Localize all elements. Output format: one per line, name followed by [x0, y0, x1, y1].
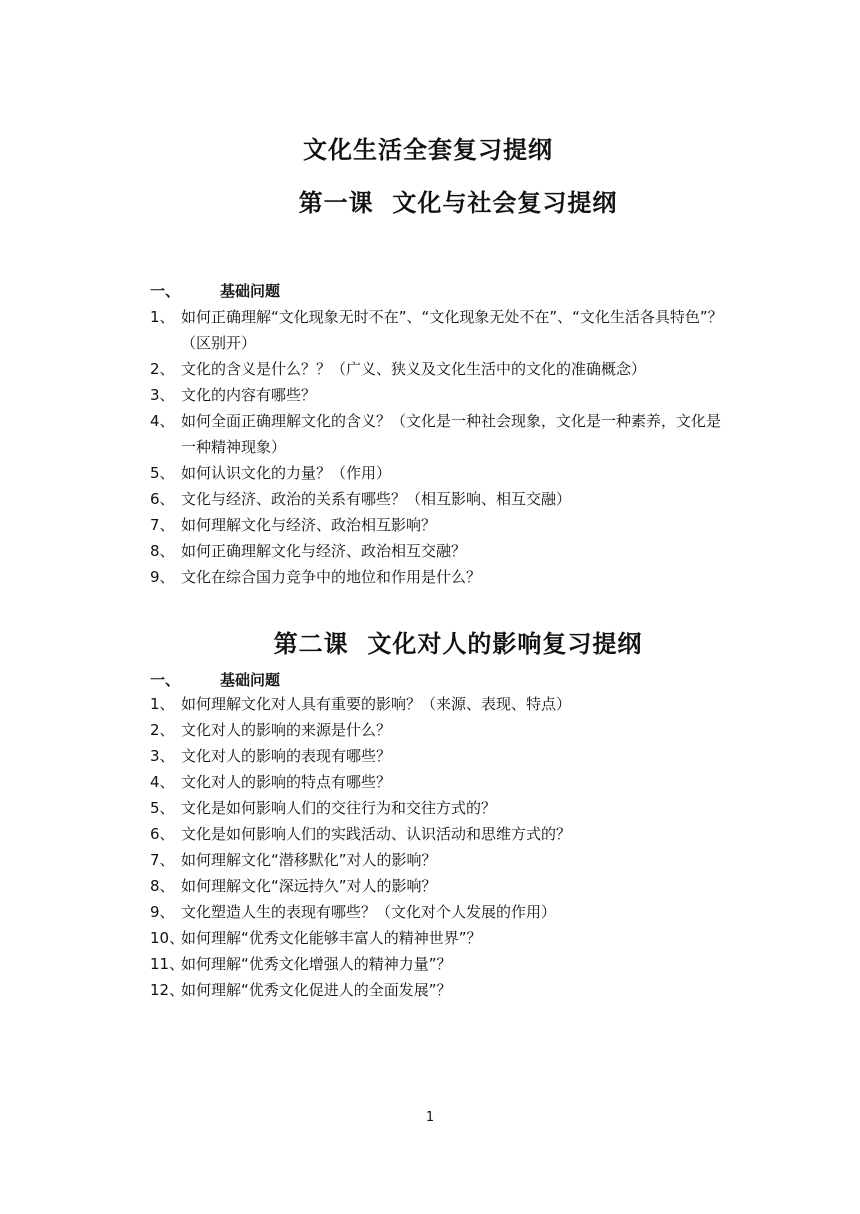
list-item: [150, 925, 730, 951]
list-item: [150, 769, 730, 795]
question-number: 1、: [150, 308, 175, 326]
section-number: 一、: [150, 282, 181, 300]
list-item: [150, 977, 730, 1003]
list-item: [150, 743, 730, 769]
list-item: [150, 356, 730, 382]
question-number: 12、: [150, 981, 185, 999]
question-text: 文化是如何影响人们的实践活动、认识活动和思维方式的？: [181, 825, 572, 843]
question-text: 文化的含义是什么？？（广义、狭义及文化生活中的文化的准确概念）: [181, 360, 647, 378]
list-item: [150, 460, 730, 486]
list-item: [150, 691, 730, 717]
question-number: 9、: [150, 568, 175, 586]
question-text: 文化是如何影响人们的交往行为和交往方式的？: [181, 799, 497, 817]
section-label: 基础问题: [220, 671, 281, 689]
question-text: 如何全面正确理解文化的含义？（文化是一种社会现象，文化是一种素养，文化是一种精神现象）: [181, 412, 722, 456]
question-number: 3、: [150, 747, 175, 765]
list-item: [150, 408, 730, 460]
list-item: [150, 873, 730, 899]
list-item: [150, 486, 730, 512]
list-item: [150, 717, 730, 743]
lesson2-title: [0, 624, 860, 659]
question-text: 如何理解文化对人具有重要的影响？（来源、表现、特点）: [181, 695, 572, 713]
question-number: 11、: [150, 955, 185, 973]
question-text: 如何理解“优秀文化促进人的全面发展”？: [181, 981, 452, 999]
question-number: 8、: [150, 877, 175, 895]
lesson1-title-text: 第一课 文化与社会复习提纲: [298, 189, 618, 217]
question-number: 6、: [150, 825, 175, 843]
question-number: 6、: [150, 490, 175, 508]
question-text: 如何正确理解“文化现象无时不在”、“文化现象无处不在”、“文化生活各具特色”？（区别开）: [181, 308, 723, 352]
question-number: 5、: [150, 464, 175, 482]
question-text: 文化对人的影响的来源是什么？: [181, 721, 392, 739]
question-text: 如何理解“优秀文化增强人的精神力量”？: [181, 955, 452, 973]
lesson2-question-list: [150, 691, 730, 1003]
question-text: 文化的内容有哪些？: [181, 386, 317, 404]
list-item: [150, 847, 730, 873]
list-item: [150, 795, 730, 821]
list-item: [150, 564, 730, 590]
question-text: 文化与经济、政治的关系有哪些？（相互影响、相互交融）: [181, 490, 572, 508]
main-title: [0, 130, 860, 165]
question-number: 3、: [150, 386, 175, 404]
page-number: 1: [425, 1110, 435, 1125]
question-number: 2、: [150, 721, 175, 739]
question-text: 文化对人的影响的特点有哪些？: [181, 773, 392, 791]
question-text: 如何正确理解文化与经济、政治相互交融？: [181, 542, 467, 560]
question-number: 5、: [150, 799, 175, 817]
question-number: 2、: [150, 360, 175, 378]
question-text: 文化对人的影响的表现有哪些？: [181, 747, 392, 765]
question-text: 如何理解“优秀文化能够丰富人的精神世界”？: [181, 929, 482, 947]
question-number: 10、: [150, 929, 185, 947]
list-item: [150, 538, 730, 564]
question-number: 8、: [150, 542, 175, 560]
question-number: 9、: [150, 903, 175, 921]
lesson1-title: [0, 183, 860, 218]
question-text: 文化塑造人生的表现有哪些？（文化对个人发展的作用）: [181, 903, 557, 921]
lesson2-title-text: 第二课 文化对人的影响复习提纲: [273, 630, 643, 658]
question-number: 4、: [150, 773, 175, 791]
list-item: [150, 951, 730, 977]
question-text: 如何认识文化的力量？（作用）: [181, 464, 392, 482]
lesson1-section-heading: [150, 280, 280, 301]
list-item: [150, 304, 730, 356]
question-text: 如何理解文化与经济、政治相互影响？: [181, 516, 437, 534]
lesson1-question-list: [150, 304, 730, 590]
question-text: 如何理解文化“深远持久”对人的影响？: [181, 877, 437, 895]
question-text: 文化在综合国力竞争中的地位和作用是什么？: [181, 568, 482, 586]
list-item: [150, 512, 730, 538]
main-title-text: 文化生活全套复习提纲: [303, 136, 553, 164]
question-number: 1、: [150, 695, 175, 713]
section-number: 一、: [150, 671, 181, 689]
list-item: [150, 382, 730, 408]
list-item: [150, 899, 730, 925]
lesson2-section-heading: [150, 669, 280, 690]
question-number: 7、: [150, 851, 175, 869]
section-label: 基础问题: [220, 282, 281, 300]
list-item: [150, 821, 730, 847]
question-number: 4、: [150, 412, 175, 430]
question-number: 7、: [150, 516, 175, 534]
question-text: 如何理解文化“潜移默化”对人的影响？: [181, 851, 437, 869]
